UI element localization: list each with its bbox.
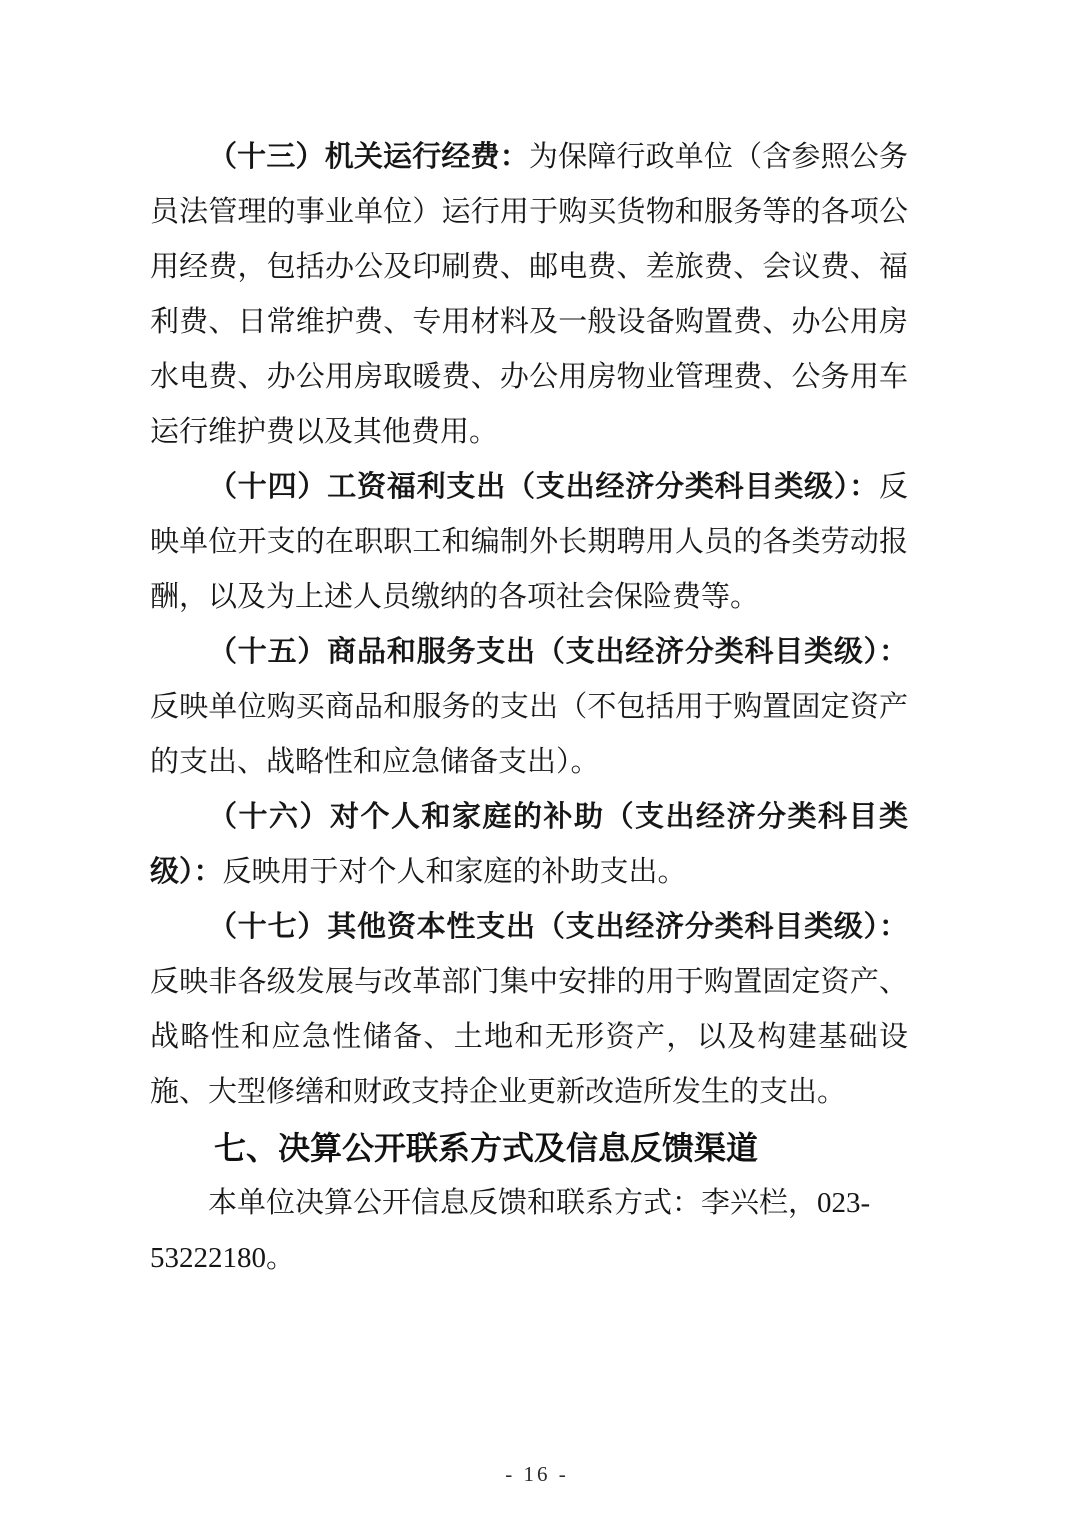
paragraph-17-lead: （十七）其他资本性支出（支出经济分类科目类级）： — [208, 911, 908, 943]
paragraph-17-body: 反映非各级发展与改革部门集中安排的用于购置固定资产、战略性和应急性储备、土地和无形资产，以及构建基础设施、大型修缮和财政支持企业更新改造所发生的支出。 — [150, 966, 908, 1108]
paragraph-13-lead: （十三）机关运行经费： — [208, 141, 529, 173]
paragraph-14-lead: （十四）工资福利支出（支出经济分类科目类级）： — [208, 471, 879, 503]
paragraph-15-body: 反映单位购买商品和服务的支出（不包括用于购置固定资产的支出、战略性和应急储备支出）。 — [150, 691, 908, 778]
paragraph-item-15 — [150, 625, 908, 790]
document-content — [150, 130, 908, 1286]
paragraph-16-lead: （十六）对个人和家庭的补助（支出经济分类科目类级）： — [150, 801, 908, 888]
contact-paragraph: 本单位决算公开信息反馈和联系方式：李兴栏，023-53222180。 — [150, 1187, 871, 1274]
paragraph-14-body: 反映单位开支的在职职工和编制外长期聘用人员的各类劳动报酬，以及为上述人员缴纳的各项社会保险费等。 — [150, 471, 908, 613]
paragraph-item-13 — [150, 130, 908, 460]
page-number-footer: - 16 - — [505, 1462, 569, 1486]
paragraph-item-16 — [150, 790, 908, 900]
section-heading-7: 七、决算公开联系方式及信息反馈渠道 — [214, 1130, 759, 1166]
paragraph-16-body: 反映用于对个人和家庭的补助支出。 — [222, 856, 687, 888]
paragraph-item-17 — [150, 900, 908, 1120]
paragraph-13-body: 为保障行政单位（含参照公务员法管理的事业单位）运行用于购买货物和服务等的各项公用经费，包括办公及印刷费、邮电费、差旅费、会议费、福利费、日常维护费、专用材料及一般设备购置费、办公用房水电费、办公用房取暖费、办公用房物业管理费、公务用车运行维护费以及其他费用。 — [150, 141, 908, 448]
paragraph-15-lead: （十五）商品和服务支出（支出经济分类科目类级）： — [208, 636, 908, 668]
paragraph-item-14 — [150, 460, 908, 625]
